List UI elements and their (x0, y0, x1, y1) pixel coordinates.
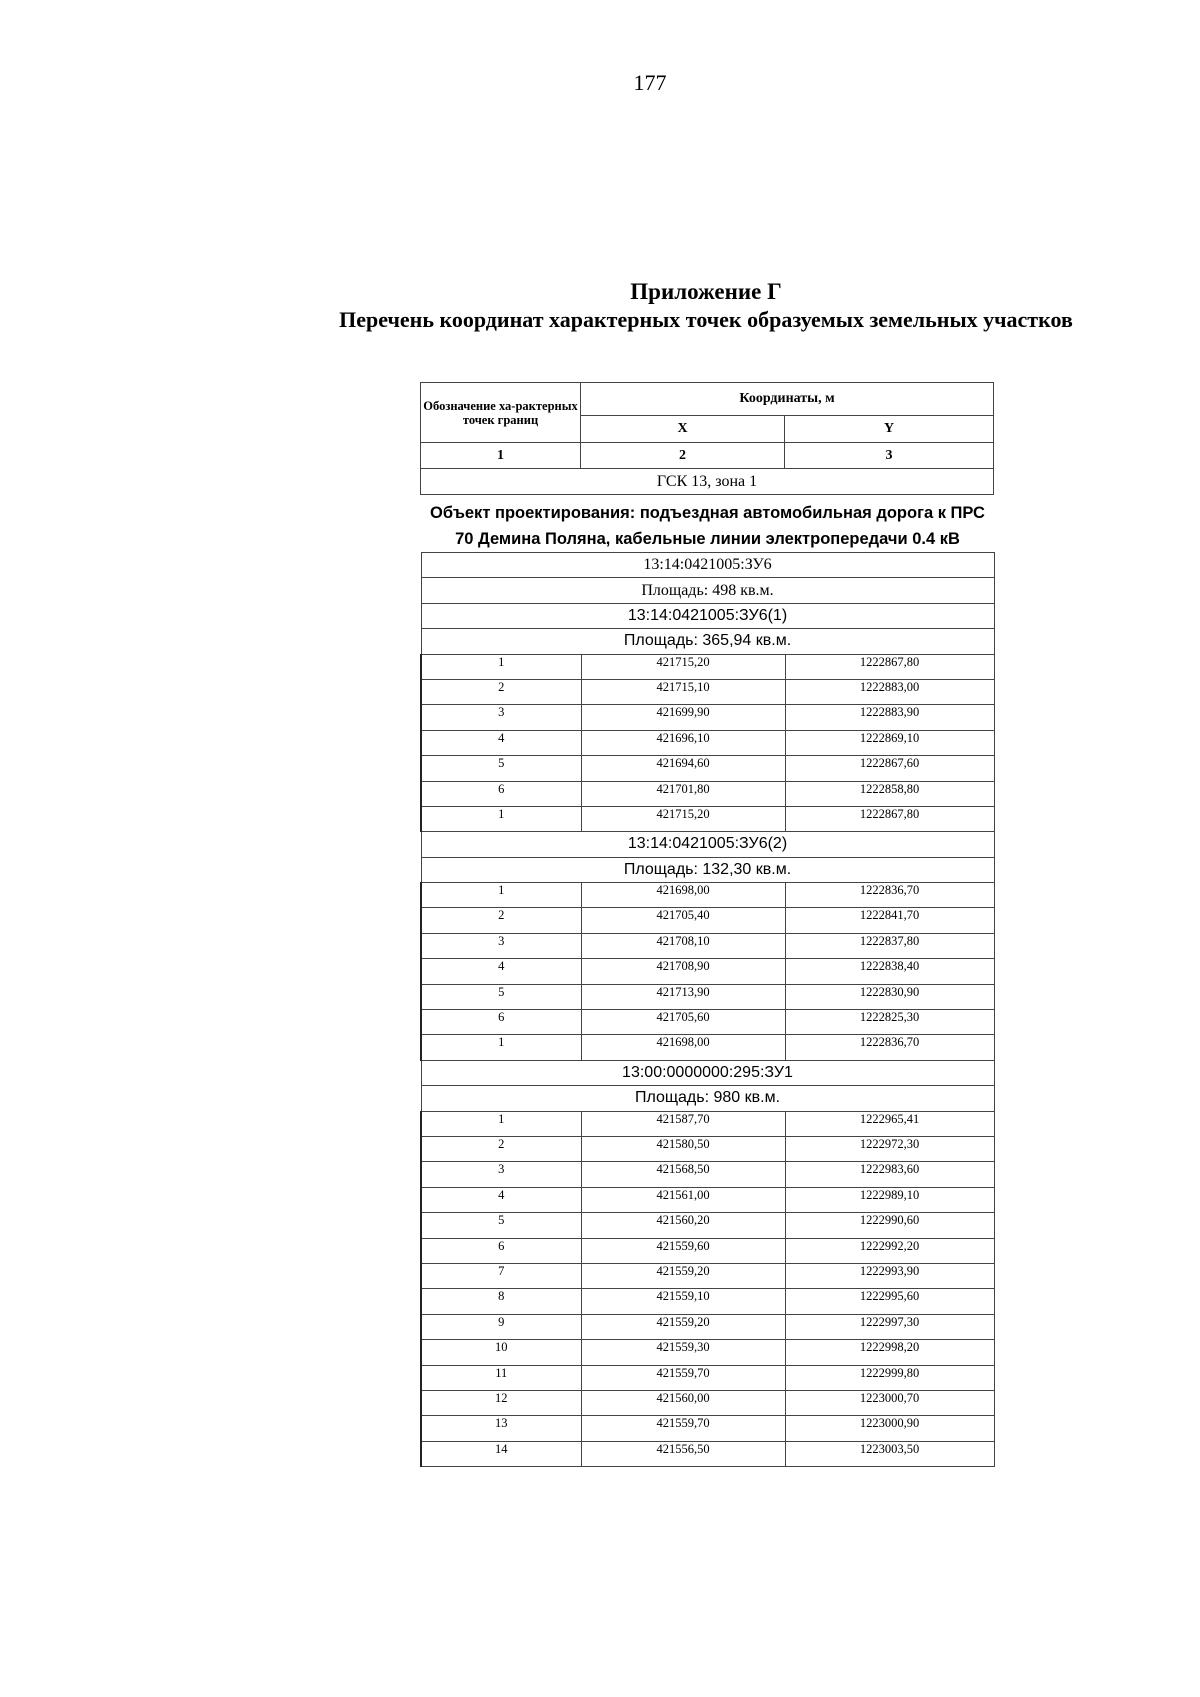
header-col-number-1: 1 (421, 443, 581, 469)
point-number: 9 (421, 1314, 581, 1339)
point-x: 421698,00 (581, 1035, 785, 1060)
parcel-main-area: Площадь: 498 кв.м. (421, 578, 994, 603)
parcel-id: 13:14:0421005:ЗУ6(2) (421, 832, 994, 857)
header-col-number-2: 2 (581, 443, 785, 469)
point-number: 5 (421, 984, 581, 1009)
point-number: 1 (421, 1035, 581, 1060)
point-y: 1222837,80 (785, 933, 994, 958)
table-row (421, 654, 994, 679)
table-row (421, 883, 994, 908)
point-x: 421559,20 (581, 1314, 785, 1339)
table-row (421, 1416, 994, 1441)
table-row (421, 1238, 994, 1263)
table-row (421, 1010, 994, 1035)
point-x: 421715,20 (581, 806, 785, 831)
point-x: 421698,00 (581, 883, 785, 908)
table-row (421, 1289, 994, 1314)
point-x: 421587,70 (581, 1111, 785, 1136)
point-number: 4 (421, 959, 581, 984)
parcel-main-id: 13:14:0421005:ЗУ6 (421, 553, 994, 578)
point-y: 1222858,80 (785, 781, 994, 806)
point-y: 1223000,70 (785, 1390, 994, 1415)
point-number: 5 (421, 756, 581, 781)
table-row (421, 756, 994, 781)
point-y: 1222997,30 (785, 1314, 994, 1339)
point-number: 3 (421, 1162, 581, 1187)
point-y: 1222838,40 (785, 959, 994, 984)
point-number: 4 (421, 1187, 581, 1212)
point-x: 421715,10 (581, 679, 785, 704)
table-row (421, 933, 994, 958)
table-row (421, 1187, 994, 1212)
point-y: 1222995,60 (785, 1289, 994, 1314)
table-row (421, 1162, 994, 1187)
point-y: 1222965,41 (785, 1111, 994, 1136)
point-x: 421559,10 (581, 1289, 785, 1314)
coordinates-table-header (420, 382, 994, 495)
table-row (421, 959, 994, 984)
table-row (421, 806, 994, 831)
point-y: 1222836,70 (785, 1035, 994, 1060)
table-row (421, 679, 994, 704)
point-number: 2 (421, 908, 581, 933)
point-x: 421556,50 (581, 1441, 785, 1466)
header-x: X (581, 416, 785, 443)
point-y: 1222993,90 (785, 1263, 994, 1288)
point-number: 14 (421, 1441, 581, 1466)
parcel-id: 13:14:0421005:ЗУ6(1) (421, 603, 994, 628)
point-x: 421559,30 (581, 1340, 785, 1365)
point-number: 5 (421, 1213, 581, 1238)
point-x: 421580,50 (581, 1136, 785, 1161)
object-title-line-1: Объект проектирования: подъездная автомобильная дорога к ПРС (430, 504, 985, 522)
table-row (421, 1263, 994, 1288)
point-y: 1222990,60 (785, 1213, 994, 1238)
point-y: 1222836,70 (785, 883, 994, 908)
point-x: 421715,20 (581, 654, 785, 679)
table-row (421, 1314, 994, 1339)
point-x: 421559,60 (581, 1238, 785, 1263)
point-number: 10 (421, 1340, 581, 1365)
header-coordinates: Координаты, м (581, 383, 994, 416)
point-number: 6 (421, 781, 581, 806)
point-x: 421559,70 (581, 1365, 785, 1390)
point-x: 421559,70 (581, 1416, 785, 1441)
point-number: 13 (421, 1416, 581, 1441)
point-x: 421705,60 (581, 1010, 785, 1035)
point-y: 1222998,20 (785, 1340, 994, 1365)
table-row (421, 730, 994, 755)
point-y: 1222867,60 (785, 756, 994, 781)
point-y: 1222883,90 (785, 705, 994, 730)
object-title (400, 500, 1015, 552)
table-row (421, 984, 994, 1009)
table-row (421, 1441, 994, 1466)
point-y: 1222999,80 (785, 1365, 994, 1390)
list-title: Перечень координат характерных точек образуемых земельных участков (339, 307, 1073, 332)
point-y: 1222883,00 (785, 679, 994, 704)
point-number: 1 (421, 654, 581, 679)
point-number: 6 (421, 1238, 581, 1263)
point-x: 421696,10 (581, 730, 785, 755)
point-x: 421568,50 (581, 1162, 785, 1187)
point-y: 1222992,20 (785, 1238, 994, 1263)
table-row (421, 1111, 994, 1136)
point-y: 1222841,70 (785, 908, 994, 933)
point-x: 421560,20 (581, 1213, 785, 1238)
header-col-number-3: 3 (785, 443, 994, 469)
point-number: 6 (421, 1010, 581, 1035)
point-x: 421701,80 (581, 781, 785, 806)
point-number: 4 (421, 730, 581, 755)
point-y: 1223000,90 (785, 1416, 994, 1441)
point-number: 7 (421, 1263, 581, 1288)
point-number: 8 (421, 1289, 581, 1314)
point-x: 421705,40 (581, 908, 785, 933)
table-row (421, 1136, 994, 1161)
point-x: 421561,00 (581, 1187, 785, 1212)
point-x: 421699,90 (581, 705, 785, 730)
point-y: 1223003,50 (785, 1441, 994, 1466)
parcel-area: Площадь: 980 кв.м. (421, 1086, 994, 1111)
point-y: 1222830,90 (785, 984, 994, 1009)
point-y: 1222867,80 (785, 806, 994, 831)
point-number: 1 (421, 1111, 581, 1136)
point-x: 421560,00 (581, 1390, 785, 1415)
point-y: 1222983,60 (785, 1162, 994, 1187)
point-number: 2 (421, 679, 581, 704)
table-row (421, 781, 994, 806)
parcel-id: 13:00:0000000:295:ЗУ1 (421, 1060, 994, 1085)
table-row (421, 1213, 994, 1238)
appendix-title: Приложение Г (630, 279, 782, 304)
point-x: 421708,90 (581, 959, 785, 984)
point-y: 1222867,80 (785, 654, 994, 679)
page-number: 177 (633, 70, 667, 95)
coordinate-system-zone: ГСК 13, зона 1 (421, 469, 994, 495)
table-row (421, 1035, 994, 1060)
point-x: 421713,90 (581, 984, 785, 1009)
coordinates-table (420, 552, 995, 1467)
table-row (421, 1390, 994, 1415)
parcel-area: Площадь: 365,94 кв.м. (421, 629, 994, 654)
object-title-line-2: 70 Демина Поляна, кабельные линии электропередачи 0.4 кВ (455, 530, 960, 548)
table-row (421, 908, 994, 933)
point-number: 3 (421, 933, 581, 958)
table-row (421, 1365, 994, 1390)
point-number: 12 (421, 1390, 581, 1415)
point-y: 1222972,30 (785, 1136, 994, 1161)
point-x: 421559,20 (581, 1263, 785, 1288)
table-row (421, 1340, 994, 1365)
table-row (421, 705, 994, 730)
point-y: 1222989,10 (785, 1187, 994, 1212)
point-x: 421708,10 (581, 933, 785, 958)
point-number: 3 (421, 705, 581, 730)
point-number: 1 (421, 806, 581, 831)
header-y: Y (785, 416, 994, 443)
point-x: 421694,60 (581, 756, 785, 781)
header-points-designation: Обозначение ха-рактерных точек границ (421, 383, 581, 443)
point-number: 2 (421, 1136, 581, 1161)
point-number: 1 (421, 883, 581, 908)
parcel-area: Площадь: 132,30 кв.м. (421, 857, 994, 882)
point-y: 1222825,30 (785, 1010, 994, 1035)
point-y: 1222869,10 (785, 730, 994, 755)
point-number: 11 (421, 1365, 581, 1390)
